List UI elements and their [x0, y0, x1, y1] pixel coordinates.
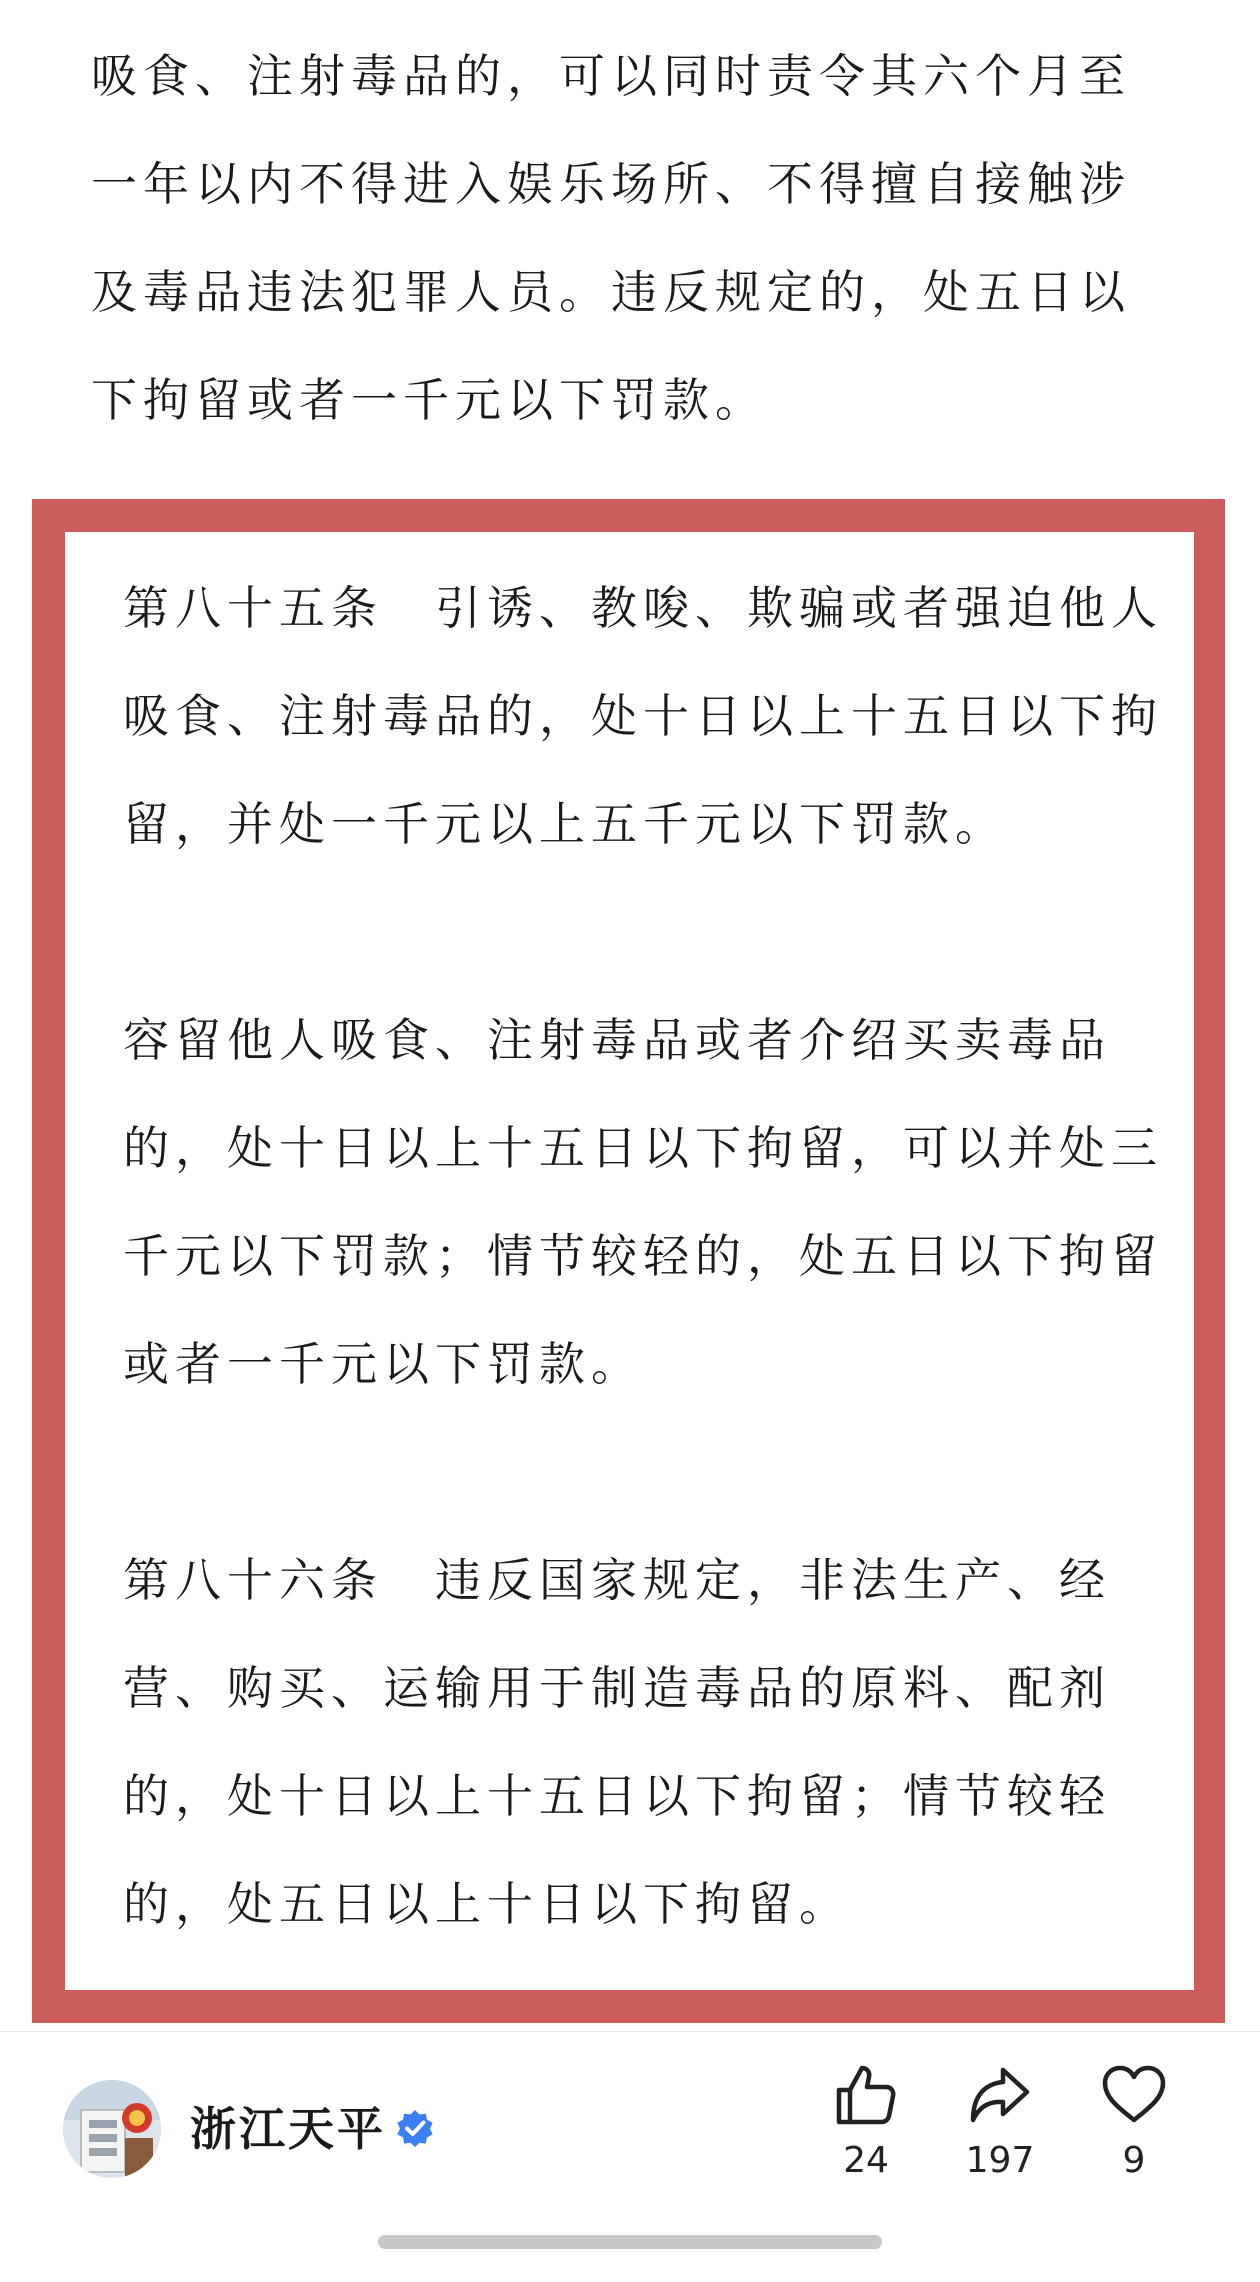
- favorite-count: 9: [1122, 2140, 1146, 2181]
- text-line: 的，处十日以上十五日以下拘留；情节较轻: [123, 1769, 1111, 1823]
- share-button[interactable]: [945, 2060, 1055, 2200]
- text-line: 容留他人吸食、注射毒品或者介绍买卖毒品: [123, 1013, 1111, 1067]
- article-86-paragraph: [123, 1526, 1203, 1958]
- like-count: 24: [843, 2140, 889, 2181]
- share-icon: [965, 2060, 1035, 2130]
- text-line: 下拘留或者一千元以下罚款。: [91, 373, 767, 427]
- verified-badge-icon: [395, 2108, 435, 2148]
- article-85-paragraph: [123, 554, 1203, 878]
- text-line: 一年以内不得进入娱乐场所、不得擅自接触涉: [91, 157, 1131, 211]
- article-85-second-paragraph: [123, 986, 1203, 1418]
- text-line: 吸食、注射毒品的，可以同时责令其六个月至: [91, 49, 1131, 103]
- share-count: 197: [965, 2140, 1035, 2181]
- intro-paragraph: [91, 22, 1171, 454]
- avatar-image: [63, 2080, 161, 2178]
- highlight-frame: [32, 499, 1225, 2023]
- like-button[interactable]: [811, 2060, 921, 2200]
- text-line: 第八十五条 引诱、教唆、欺骗或者强迫他人: [123, 581, 1163, 635]
- favorite-button[interactable]: [1079, 2060, 1189, 2200]
- author-avatar[interactable]: [63, 2080, 161, 2178]
- text-line: 或者一千元以下罚款。: [123, 1337, 643, 1391]
- text-line: 千元以下罚款；情节较轻的，处五日以下拘留: [123, 1229, 1163, 1283]
- text-line: 吸食、注射毒品的，处十日以上十五日以下拘: [123, 689, 1163, 743]
- heart-icon: [1099, 2060, 1169, 2130]
- highlight-content: [65, 532, 1194, 1990]
- text-line: 的，处五日以上十日以下拘留。: [123, 1877, 851, 1931]
- text-line: 及毒品违法犯罪人员。违反规定的，处五日以: [91, 265, 1131, 319]
- home-indicator[interactable]: [378, 2235, 882, 2249]
- author-name[interactable]: 浙江天平: [190, 2102, 386, 2156]
- text-line: 的，处十日以上十五日以下拘留，可以并处三: [123, 1121, 1163, 1175]
- thumbs-up-icon: [831, 2060, 901, 2130]
- text-line: 留，并处一千元以上五千元以下罚款。: [123, 797, 1007, 851]
- text-line: 第八十六条 违反国家规定，非法生产、经: [123, 1553, 1111, 1607]
- text-line: 营、购买、运输用于制造毒品的原料、配剂: [123, 1661, 1111, 1715]
